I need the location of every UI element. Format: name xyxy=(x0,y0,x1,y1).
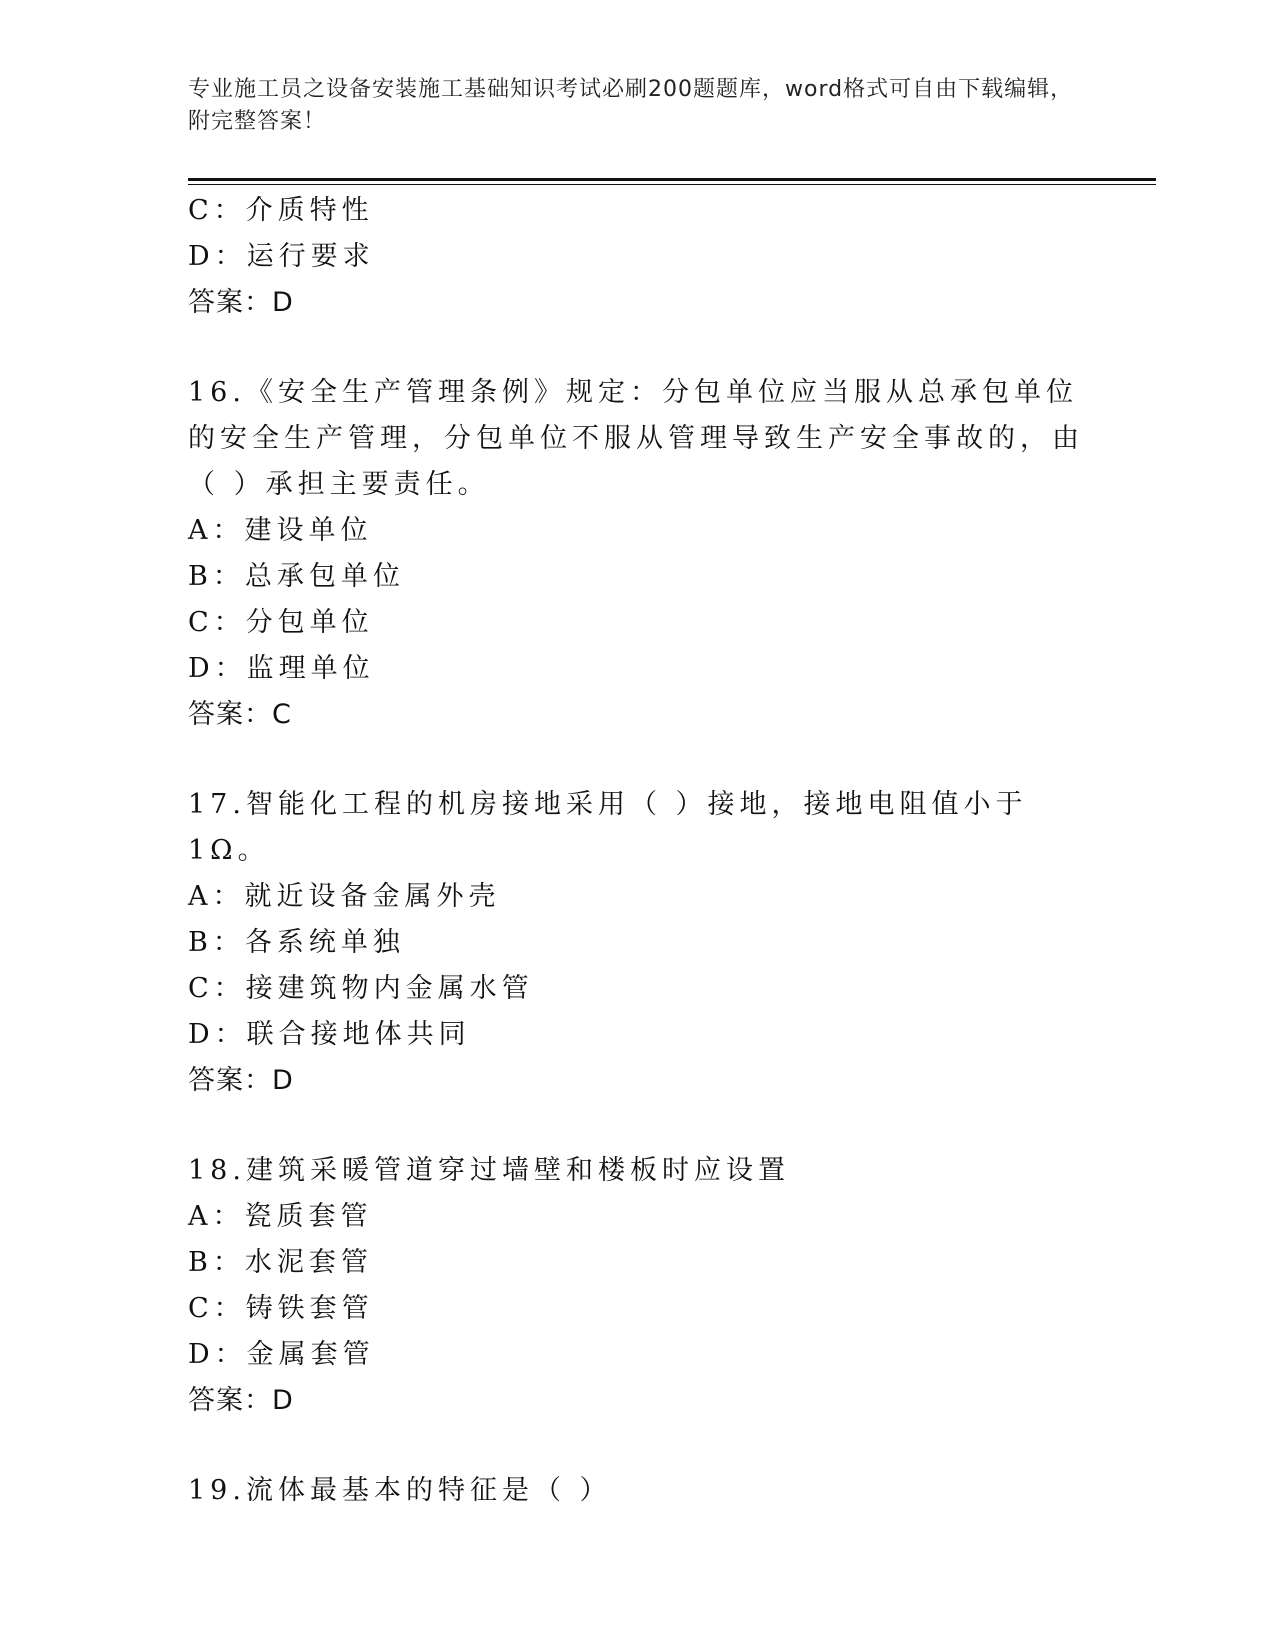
document-header xyxy=(188,74,1088,138)
option-a: A：建设单位 xyxy=(188,515,373,546)
option-a: A：就近设备金属外壳 xyxy=(188,881,501,912)
question-18 xyxy=(188,1148,1088,1424)
question-17 xyxy=(188,782,1088,1104)
option-c: C：分包单位 xyxy=(188,607,374,638)
option-d: D：监理单位 xyxy=(188,653,375,684)
spacer xyxy=(188,326,1088,370)
answer-line: 答案：C xyxy=(188,699,292,730)
option-d: D：联合接地体共同 xyxy=(188,1019,471,1050)
spacer xyxy=(188,1104,1088,1148)
question-15-tail xyxy=(188,188,1088,326)
question-19 xyxy=(188,1468,1088,1514)
header-divider-thin xyxy=(188,184,1156,185)
header-divider-thick xyxy=(188,178,1156,181)
question-16 xyxy=(188,370,1088,738)
question-text: 17.智能化工程的机房接地采用（ ）接地，接地电阻值小于1Ω。 xyxy=(188,789,1028,866)
option-a: A：瓷质套管 xyxy=(188,1201,373,1232)
document-title: 专业施工员之设备安装施工基础知识考试必刷200题题库，word格式可自由下载编辑，附完整答案！ xyxy=(188,77,1074,134)
option-b: B：水泥套管 xyxy=(188,1247,373,1278)
question-list xyxy=(188,188,1088,1514)
option-b: B：各系统单独 xyxy=(188,927,405,958)
question-text: 16.《安全生产管理条例》规定：分包单位应当服从总承包单位的安全生产管理，分包单位不服从管理导致生产安全事故的，由（ ）承担主要责任。 xyxy=(188,377,1084,500)
answer-line: 答案：D xyxy=(188,287,294,318)
question-text: 18.建筑采暖管道穿过墙壁和楼板时应设置 xyxy=(188,1155,790,1186)
option-d: D：金属套管 xyxy=(188,1339,375,1370)
option-b: B：总承包单位 xyxy=(188,561,405,592)
answer-line: 答案：D xyxy=(188,1065,294,1096)
option-c: C：介质特性 xyxy=(188,195,374,226)
question-text: 19.流体最基本的特征是（ ） xyxy=(188,1475,612,1506)
spacer xyxy=(188,738,1088,782)
option-c: C：铸铁套管 xyxy=(188,1293,374,1324)
option-c: C：接建筑物内金属水管 xyxy=(188,973,534,1004)
option-d: D：运行要求 xyxy=(188,241,375,272)
answer-line: 答案：D xyxy=(188,1385,294,1416)
spacer xyxy=(188,1424,1088,1468)
